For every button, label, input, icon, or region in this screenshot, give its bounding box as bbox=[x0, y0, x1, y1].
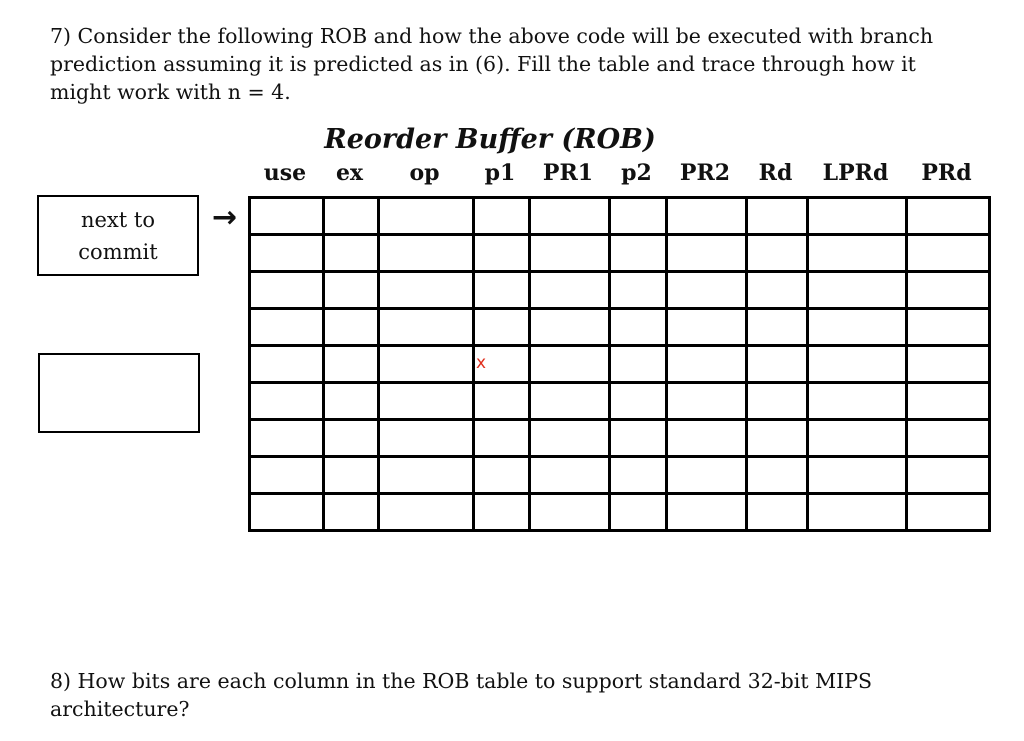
rob-cell[interactable] bbox=[667, 420, 747, 457]
question-7-line: 7) Consider the following ROB and how the above code will be executed with branch bbox=[50, 24, 934, 48]
rob-row bbox=[250, 272, 990, 309]
rob-cell[interactable] bbox=[379, 457, 474, 494]
rob-cell[interactable] bbox=[379, 494, 474, 531]
rob-cell[interactable] bbox=[379, 309, 474, 346]
rob-cell[interactable] bbox=[907, 235, 990, 272]
rob-cell[interactable] bbox=[324, 457, 379, 494]
rob-cell[interactable] bbox=[530, 383, 610, 420]
rob-column-header: PR2 bbox=[679, 160, 731, 186]
rob-cell[interactable] bbox=[474, 383, 530, 420]
rob-cell[interactable] bbox=[474, 309, 530, 346]
rob-cell[interactable] bbox=[667, 272, 747, 309]
question-8-text bbox=[50, 667, 890, 723]
rob-cell[interactable] bbox=[808, 272, 907, 309]
rob-cell[interactable] bbox=[250, 346, 324, 383]
rob-cell[interactable] bbox=[530, 272, 610, 309]
rob-cell[interactable] bbox=[667, 383, 747, 420]
rob-cell[interactable] bbox=[379, 346, 474, 383]
rob-cell[interactable] bbox=[474, 494, 530, 531]
rob-cell[interactable] bbox=[530, 309, 610, 346]
rob-cell[interactable] bbox=[610, 494, 667, 531]
rob-row bbox=[250, 198, 990, 235]
rob-cell[interactable] bbox=[907, 457, 990, 494]
rob-cell[interactable] bbox=[379, 198, 474, 235]
rob-row bbox=[250, 235, 990, 272]
rob-cell[interactable] bbox=[474, 198, 530, 235]
question-8-line: architecture? bbox=[50, 697, 190, 721]
rob-column-header: p2 bbox=[621, 160, 652, 186]
rob-cell[interactable] bbox=[474, 235, 530, 272]
rob-cell[interactable] bbox=[324, 272, 379, 309]
rob-cell[interactable] bbox=[324, 383, 379, 420]
rob-row bbox=[250, 457, 990, 494]
rob-cell[interactable] bbox=[667, 235, 747, 272]
rob-cell[interactable] bbox=[747, 494, 808, 531]
rob-cell[interactable] bbox=[250, 198, 324, 235]
rob-cell[interactable] bbox=[530, 494, 610, 531]
rob-cell[interactable] bbox=[808, 494, 907, 531]
rob-column-header: PR1 bbox=[542, 160, 594, 186]
rob-cell[interactable] bbox=[747, 272, 808, 309]
rob-cell[interactable] bbox=[907, 420, 990, 457]
rob-cell[interactable] bbox=[379, 420, 474, 457]
rob-cell[interactable] bbox=[530, 346, 610, 383]
rob-cell[interactable] bbox=[250, 272, 324, 309]
rob-cell[interactable] bbox=[808, 309, 907, 346]
rob-cell[interactable] bbox=[667, 346, 747, 383]
rob-cell[interactable] bbox=[474, 346, 530, 383]
rob-cell[interactable] bbox=[324, 420, 379, 457]
next-to-commit-label: next to bbox=[80, 207, 155, 232]
rob-cell[interactable] bbox=[667, 494, 747, 531]
rob-cell[interactable] bbox=[250, 457, 324, 494]
rob-cell[interactable] bbox=[667, 457, 747, 494]
rob-cell[interactable] bbox=[610, 346, 667, 383]
rob-cell[interactable] bbox=[250, 494, 324, 531]
rob-cell[interactable] bbox=[610, 272, 667, 309]
rob-row bbox=[250, 383, 990, 420]
rob-column-header: p1 bbox=[484, 160, 516, 186]
rob-cell[interactable] bbox=[474, 272, 530, 309]
question-7-line: might work with n = 4. bbox=[50, 80, 291, 104]
rob-cell[interactable] bbox=[907, 272, 990, 309]
rob-cell[interactable] bbox=[379, 235, 474, 272]
rob-cell[interactable] bbox=[808, 198, 907, 235]
right-arrow-icon: → bbox=[212, 200, 238, 235]
rob-cell[interactable] bbox=[530, 420, 610, 457]
rob-cell[interactable] bbox=[610, 420, 667, 457]
rob-title: Reorder Buffer (ROB) bbox=[324, 124, 656, 155]
rob-column-header: Rd bbox=[758, 160, 793, 186]
rob-cell[interactable] bbox=[324, 309, 379, 346]
rob-cell[interactable] bbox=[907, 346, 990, 383]
rob-table bbox=[248, 196, 991, 532]
next-to-commit-box bbox=[37, 195, 199, 276]
rob-cell[interactable] bbox=[324, 346, 379, 383]
rob-cell[interactable] bbox=[747, 309, 808, 346]
rob-cell[interactable] bbox=[610, 383, 667, 420]
rob-cell[interactable] bbox=[907, 198, 990, 235]
rob-cell[interactable] bbox=[530, 235, 610, 272]
rob-cell[interactable] bbox=[747, 198, 808, 235]
rob-cell[interactable] bbox=[808, 457, 907, 494]
rob-cell[interactable] bbox=[530, 457, 610, 494]
rob-cell[interactable] bbox=[907, 309, 990, 346]
question-7-line: prediction assuming it is predicted as in (6). Fill the table and trace through how it bbox=[50, 52, 916, 76]
rob-cell[interactable] bbox=[907, 383, 990, 420]
rob-cell[interactable] bbox=[474, 457, 530, 494]
rob-cell[interactable] bbox=[747, 457, 808, 494]
rob-column-header: op bbox=[409, 160, 440, 186]
rob-cell[interactable] bbox=[474, 420, 530, 457]
rob-cell[interactable] bbox=[530, 198, 610, 235]
rob-cell[interactable] bbox=[667, 309, 747, 346]
question-8-line: 8) How bits are each column in the ROB table to support standard 32-bit MIPS bbox=[50, 669, 873, 693]
rob-row bbox=[250, 309, 990, 346]
rob-cell[interactable] bbox=[747, 346, 808, 383]
rob-row bbox=[250, 420, 990, 457]
rob-cell[interactable] bbox=[250, 309, 324, 346]
rob-column-header: use bbox=[263, 160, 307, 186]
rob-cell[interactable] bbox=[610, 457, 667, 494]
rob-cell[interactable] bbox=[610, 235, 667, 272]
rob-cell[interactable] bbox=[747, 235, 808, 272]
rob-cell[interactable] bbox=[324, 198, 379, 235]
rob-cell[interactable] bbox=[324, 235, 379, 272]
rob-cell[interactable] bbox=[747, 420, 808, 457]
rob-cell[interactable] bbox=[250, 420, 324, 457]
rob-cell[interactable] bbox=[808, 346, 907, 383]
rob-column-header: ex bbox=[335, 160, 364, 186]
rob-cell[interactable] bbox=[379, 272, 474, 309]
next-to-commit-label: commit bbox=[78, 239, 158, 264]
rob-column-header: LPRd bbox=[822, 160, 889, 186]
rob-cell[interactable] bbox=[250, 383, 324, 420]
rob-cell[interactable] bbox=[808, 235, 907, 272]
rob-row bbox=[250, 346, 990, 383]
empty-answer-box bbox=[38, 353, 200, 433]
rob-cell[interactable] bbox=[808, 420, 907, 457]
rob-cell[interactable] bbox=[667, 198, 747, 235]
rob-cell[interactable] bbox=[907, 494, 990, 531]
red-x-mark: x bbox=[476, 353, 487, 373]
rob-cell[interactable] bbox=[747, 383, 808, 420]
rob-cell[interactable] bbox=[379, 383, 474, 420]
rob-cell[interactable] bbox=[808, 383, 907, 420]
rob-cell[interactable] bbox=[324, 494, 379, 531]
rob-cell[interactable] bbox=[250, 235, 324, 272]
rob-cell[interactable] bbox=[610, 198, 667, 235]
rob-cell[interactable] bbox=[610, 309, 667, 346]
rob-row bbox=[250, 494, 990, 531]
question-7-text bbox=[50, 22, 934, 106]
rob-column-header: PRd bbox=[921, 160, 972, 186]
